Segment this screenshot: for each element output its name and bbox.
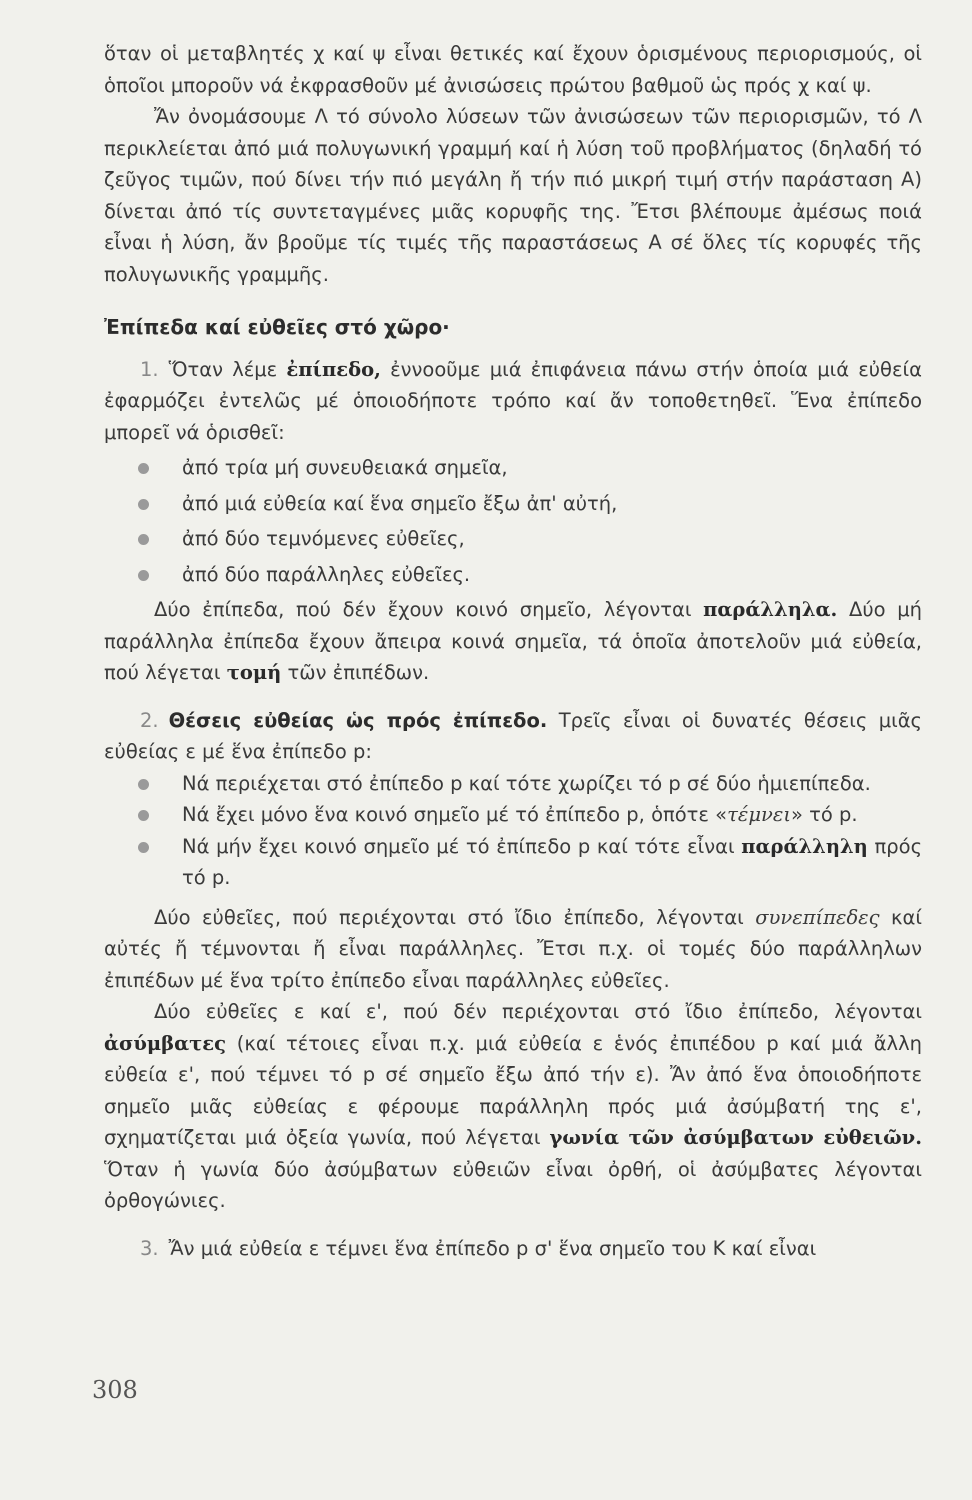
bullet-item: ἀπό μιά εὐθεία καί ἕνα σημεῖο ἔξω ἀπ' αὐτή,	[104, 488, 922, 520]
page-number: 308	[92, 1376, 138, 1404]
bullet-item: ἀπό τρία μή συνευθειακά σημεῖα,	[104, 452, 922, 484]
item-1-post: ἐννοοῦμε μιά ἐπιφάνεια πάνω στήν ὁποία μιά εὐθεία ἐφαρμόζει ἐντελῶς μέ ὁποιοδήποτε τρόπο καί ἄν τοποθετηθεῖ. Ἕνα ἐπίπεδο μπορεῖ νά ὁρισθεῖ:	[104, 357, 922, 444]
item-2-paragraph: 2. Θέσεις εὐθείας ὡς πρός ἐπίπεδο. Τρεῖς εἶναι οἱ δυνατές θέσεις μιᾶς εὐθείας ε μέ ἕνα ἐπίπεδο p:	[104, 708, 923, 763]
page-text	[104, 38, 922, 1264]
item-3-paragraph: 3. Ἄν μιά εὐθεία ε τέμνει ἕνα ἐπίπεδο p σ' ἕνα σημεῖο του Κ καί εἶναι	[140, 1236, 817, 1260]
bullet-item: Νά μήν ἔχει κοινό σημεῖο μέ τό ἐπίπεδο p καί τότε εἶναι παράλληλη πρός τό p.	[104, 831, 922, 894]
item-1-term: ἐπίπεδο,	[286, 357, 381, 381]
item-3-number: 3.	[140, 1236, 159, 1260]
bullet-icon	[138, 570, 149, 581]
bullet-icon	[138, 810, 149, 821]
coplanar-paragraph: Δύο εὐθεῖες, πού περιέχονται στό ἴδιο ἐπίπεδο, λέγονται συνεπίπεδες καί αὐτές ἤ τέμνονται ἤ εἶναι παράλληλες. Ἔτσι π.χ. οἱ τομές δύο παράλληλων ἐπιπέδων μέ ἕνα τρίτο ἐπίπεδο εἶναι παράλληλες εὐθεῖες.	[104, 905, 922, 992]
bullet-item: Νά ἔχει μόνο ἕνα κοινό σημεῖο μέ τό ἐπίπεδο p, ὁπότε «τέμνει» τό p.	[104, 799, 922, 831]
bullet-icon	[138, 463, 149, 474]
skew-paragraph: Δύο εὐθεῖες ε καί ε', πού δέν περιέχονται στό ἴδιο ἐπίπεδο, λέγονται ἀσύμβατες (καί τέτοιες εἶναι π.χ. μιά εὐθεία ε ἑνός ἐπιπέδου p καί μιά ἄλλη εὐθεία ε', πού τέμνει τό p σέ σημεῖο ἔξω ἀπό τήν ε). Ἄν ἀπό ἕνα ὁποιοδήποτε σημεῖο μιᾶς εὐθείας ε φέρουμε παράλληλη πρός μιά ἀσύμβατή της ε', σχηματίζεται μιά ὀξεία γωνία, πού λέγεται γωνία τῶν ἀσύμβατων εὐθειῶν. Ὅταν ἡ γωνία δύο ἀσύμβατων εὐθειῶν εἶναι ὀρθή, οἱ ἀσύμβατες λέγονται ὀρθογώνιες.	[104, 1000, 922, 1212]
term-skew-angle: γωνία τῶν ἀσύμβατων εὐθειῶν.	[549, 1126, 922, 1149]
bullet-icon	[138, 779, 149, 790]
term-intersection: τομή	[226, 661, 282, 684]
bullet-icon	[138, 499, 149, 510]
term-skew: ἀσύμβατες	[104, 1031, 226, 1055]
term-coplanar: συνεπίπεδες	[755, 905, 880, 929]
item-1-number: 1.	[140, 357, 159, 381]
item-2-heading: Θέσεις εὐθείας ὡς πρός ἐπίπεδο.	[168, 708, 548, 732]
item-1-paragraph	[104, 354, 922, 449]
term-parallel: παράλληλα.	[703, 598, 838, 621]
bullet-item: ἀπό δύο παράλληλες εὐθεῖες.	[104, 559, 922, 591]
item-2-number: 2.	[140, 708, 159, 732]
section-heading: Ἐπίπεδα καί εὐθεῖες στό χῶρο·	[104, 315, 450, 339]
bullet-item: ἀπό δύο τεμνόμενες εὐθεῖες,	[104, 523, 922, 555]
intro-paragraph-2: Ἄν ὀνομάσουμε Λ τό σύνολο λύσεων τῶν ἀνισώσεων τῶν περιορισμῶν, τό Λ περικλείεται ἀπό μιά πολυγωνική γραμμή καί ἡ λύση τοῦ προβλήματος (δηλαδή τό ζεῦγος τιμῶν, πού δίνει τήν πιό μεγάλη ἤ τήν πιό μικρή τιμή στήν παράσταση Α) δίνεται ἀπό τίς συντεταγμένες μιᾶς κορυφῆς της. Ἔτσι βλέπουμε ἀμέσως ποιά εἶναι ἡ λύση, ἄν βροῦμε τίς τιμές τῆς παραστάσεως Α σέ ὅλες τίς κορυφές τῆς πολυγωνικῆς γραμμῆς.	[104, 105, 922, 286]
intro-paragraph-1: ὅταν οἱ μεταβλητές χ καί ψ εἶναι θετικές καί ἔχουν ὁρισμένους περιορισμούς, οἱ ὁποῖοι μποροῦν νά ἐκφρασθοῦν μέ ἀνισώσεις πρώτου βαθμοῦ ὡς πρός χ καί ψ.	[104, 42, 922, 97]
item-1-pre: Ὅταν λέμε	[168, 357, 278, 381]
bullet-icon	[138, 534, 149, 545]
planes-paragraph: Δύο ἐπίπεδα, πού δέν ἔχουν κοινό σημεῖο, λέγονται παράλληλα. Δύο μή παράλληλα ἐπίπεδα ἔχουν ἄπειρα κοινά σημεῖα, τά ὁποῖα ἀποτελοῦν μιά εὐθεία, πού λέγεται τομή τῶν ἐπιπέδων.	[104, 598, 922, 684]
bullet-icon	[138, 842, 149, 853]
bullet-item: Νά περιέχεται στό ἐπίπεδο p καί τότε χωρίζει τό p σέ δύο ἡμιεπίπεδα.	[104, 768, 922, 800]
